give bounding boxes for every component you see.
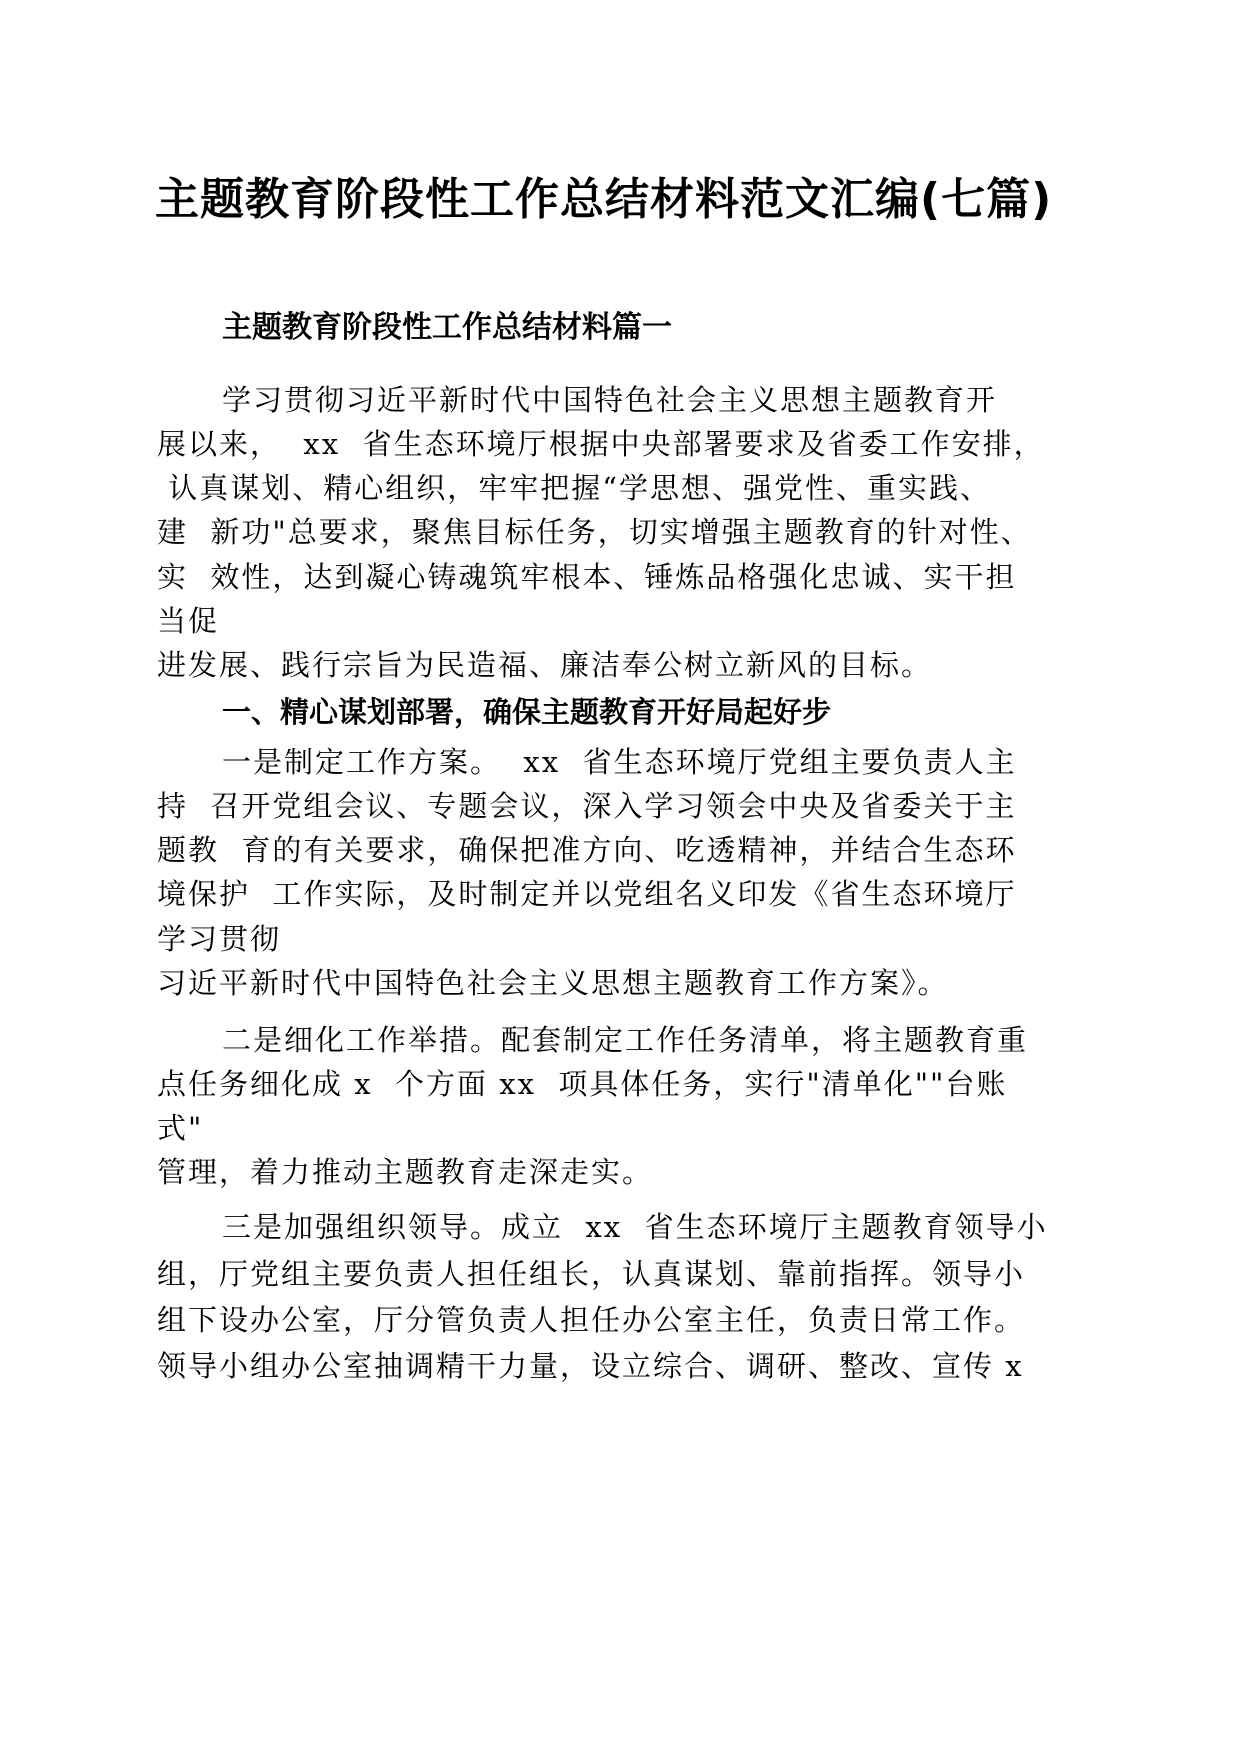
paragraph-line: 式"	[157, 1111, 204, 1145]
section-subtitle: 主题教育阶段性工作总结材料篇一	[222, 310, 672, 345]
paragraph-line: 认真谋划、精心组织，牢牢把握“学思想、强党性、重实践、	[157, 471, 992, 505]
paragraph-line: 领导小组办公室抽调精干力量，设立综合、调研、整改、宣传 x	[157, 1349, 1024, 1383]
paragraph-line: 建 新功"总要求，聚焦目标任务，切实增强主题教育的针对性、	[157, 515, 1032, 549]
paragraph-line: 二是细化工作举措。配套制定工作任务清单，将主题教育重	[222, 1023, 1029, 1057]
paragraph-line: 境保护 工作实际，及时制定并以党组名义印发《省生态环境厅	[157, 877, 1017, 911]
paragraph-line: 学习贯彻习近平新时代中国特色社会主义思想主题教育开	[222, 383, 998, 417]
paragraph-line: 学习贯彻	[157, 922, 282, 956]
paragraph-line: 点任务细化成 x 个方面 xx 项具体任务，实行"清单化""台账	[157, 1067, 1008, 1101]
paragraph-line: 管理，着力推动主题教育走深走实。	[157, 1155, 654, 1189]
paragraph-line: 持 召开党组会议、专题会议，深入学习领会中央及省委关于主	[157, 789, 1017, 823]
paragraph-line: 实 效性，达到凝心铸魂筑牢根本、锤炼品格强化忠诚、实干担	[157, 560, 1017, 594]
paragraph-line: 组，厅党组主要负责人担任组长，认真谋划、靠前指挥。领导小	[157, 1257, 1026, 1291]
paragraph-line: 展以来， xx 省生态环境厅根据中央部署要求及省委工作安排，	[157, 427, 1045, 461]
paragraph-line: 组下设办公室，厅分管负责人担任办公室主任，负责日常工作。	[157, 1303, 1026, 1337]
paragraph-line: 当促	[157, 604, 220, 638]
paragraph-line: 习近平新时代中国特色社会主义思想主题教育工作方案》。	[157, 966, 949, 1000]
paragraph-line: 进发展、践行宗旨为民造福、廉洁奉公树立新风的目标。	[157, 648, 933, 682]
paragraph-line: 三是加强组织领导。成立 xx 省生态环境厅主题教育领导小	[222, 1210, 1048, 1244]
paragraph-line: 一是制定工作方案。 xx 省生态环境厅党组主要负责人主	[222, 745, 1017, 779]
section-heading: 一、精心谋划部署，确保主题教育开好局起好步	[222, 695, 832, 729]
document-title: 主题教育阶段性工作总结材料范文汇编(七篇)	[155, 174, 1053, 225]
paragraph-line: 题教 育的有关要求，确保把准方向、吃透精神，并结合生态环	[157, 833, 1017, 867]
